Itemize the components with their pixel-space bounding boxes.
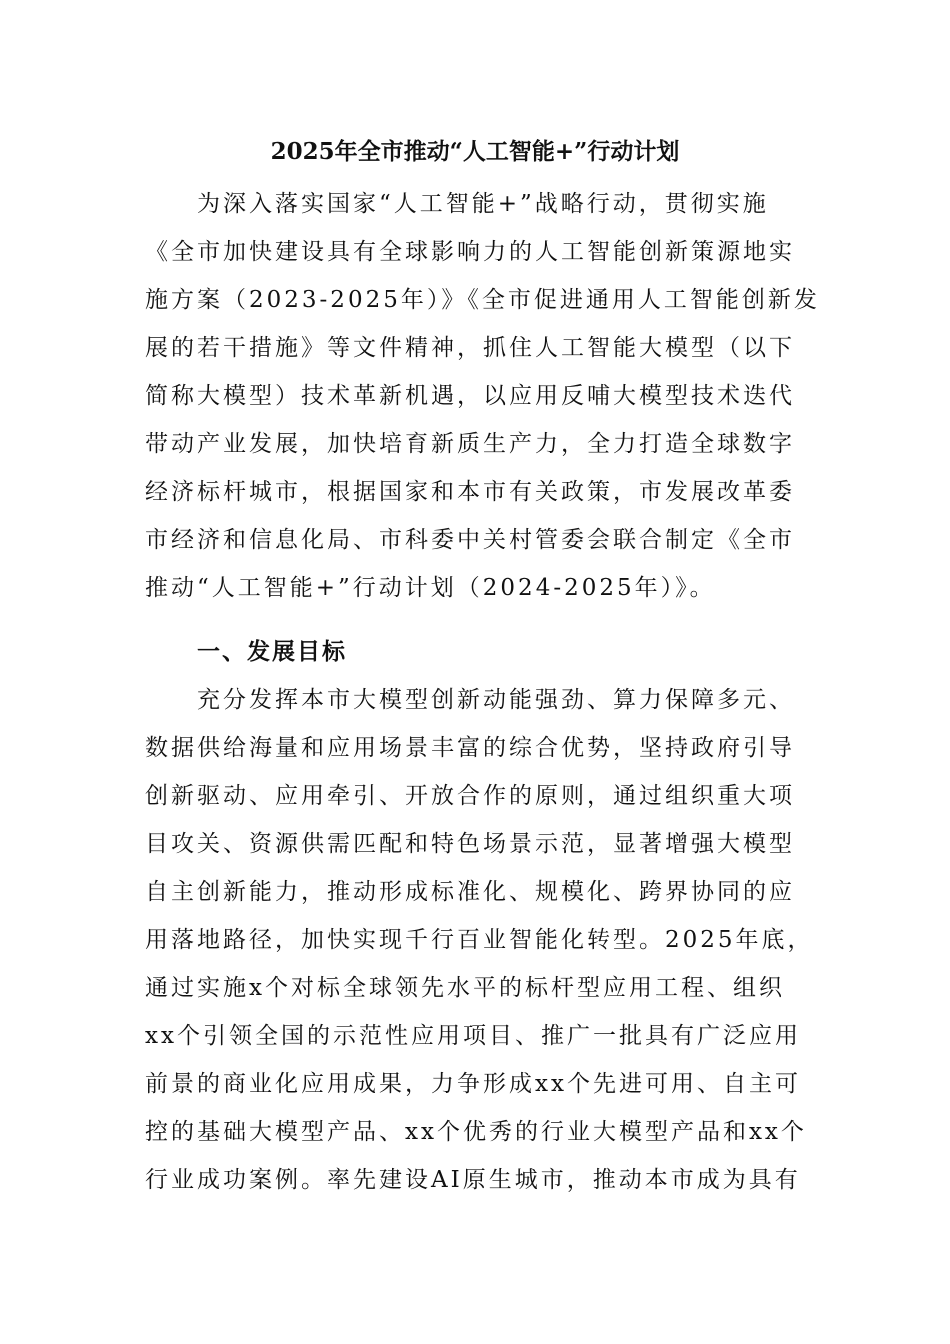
paragraph-line: xx个引领全国的示范性应用项目、推广一批具有广泛应用 xyxy=(145,1023,801,1049)
paragraph-line: 带动产业发展，加快培育新质生产力，全力打造全球数字 xyxy=(145,431,795,457)
paragraph-line: 用落地路径，加快实现千行百业智能化转型。2025年底， xyxy=(145,927,814,953)
paragraph-line: 控的基础大模型产品、xx个优秀的行业大模型产品和xx个 xyxy=(145,1119,807,1145)
section-heading xyxy=(145,628,815,676)
paragraph-line: 自主创新能力，推动形成标准化、规模化、跨界协同的应 xyxy=(145,879,795,905)
paragraph-line: 为深入落实国家“人工智能+”战略行动，贯彻实施 xyxy=(197,191,769,217)
paragraph-line: 数据供给海量和应用场景丰富的综合优势，坚持政府引导 xyxy=(145,735,795,761)
paragraph-line: 市经济和信息化局、市科委中关村管委会联合制定《全市 xyxy=(145,527,795,553)
paragraph-line: 施方案（2023-2025年）》《全市促进通用人工智能创新发 xyxy=(145,287,820,313)
paragraph-line: 推动“人工智能+”行动计划（2024-2025年）》。 xyxy=(145,575,716,601)
paragraph-goals xyxy=(145,676,815,1204)
paragraph-line: 展的若干措施》等文件精神，抓住人工智能大模型（以下 xyxy=(145,335,795,361)
section-heading-text: 一、发展目标 xyxy=(197,638,347,665)
document-title: 2025年全市推动“人工智能+”行动计划 xyxy=(270,138,680,165)
paragraph-line: 通过实施x个对标全球领先水平的标杆型应用工程、组织 xyxy=(145,975,785,1001)
paragraph-line: 创新驱动、应用牵引、开放合作的原则，通过组织重大项 xyxy=(145,783,795,809)
paragraph-line: 充分发挥本市大模型创新动能强劲、算力保障多元、 xyxy=(197,687,795,713)
paragraph-line: 行业成功案例。率先建设AI原生城市，推动本市成为具有 xyxy=(145,1167,801,1193)
paragraph-line: 经济标杆城市，根据国家和本市有关政策，市发展改革委 xyxy=(145,479,795,505)
paragraph-line: 《全市加快建设具有全球影响力的人工智能创新策源地实 xyxy=(145,239,795,265)
paragraph-line: 目攻关、资源供需匹配和特色场景示范，显著增强大模型 xyxy=(145,831,795,857)
paragraph-intro xyxy=(145,180,820,612)
paragraph-line: 简称大模型）技术革新机遇，以应用反哺大模型技术迭代 xyxy=(145,383,795,409)
paragraph-line: 前景的商业化应用成果，力争形成xx个先进可用、自主可 xyxy=(145,1071,801,1097)
